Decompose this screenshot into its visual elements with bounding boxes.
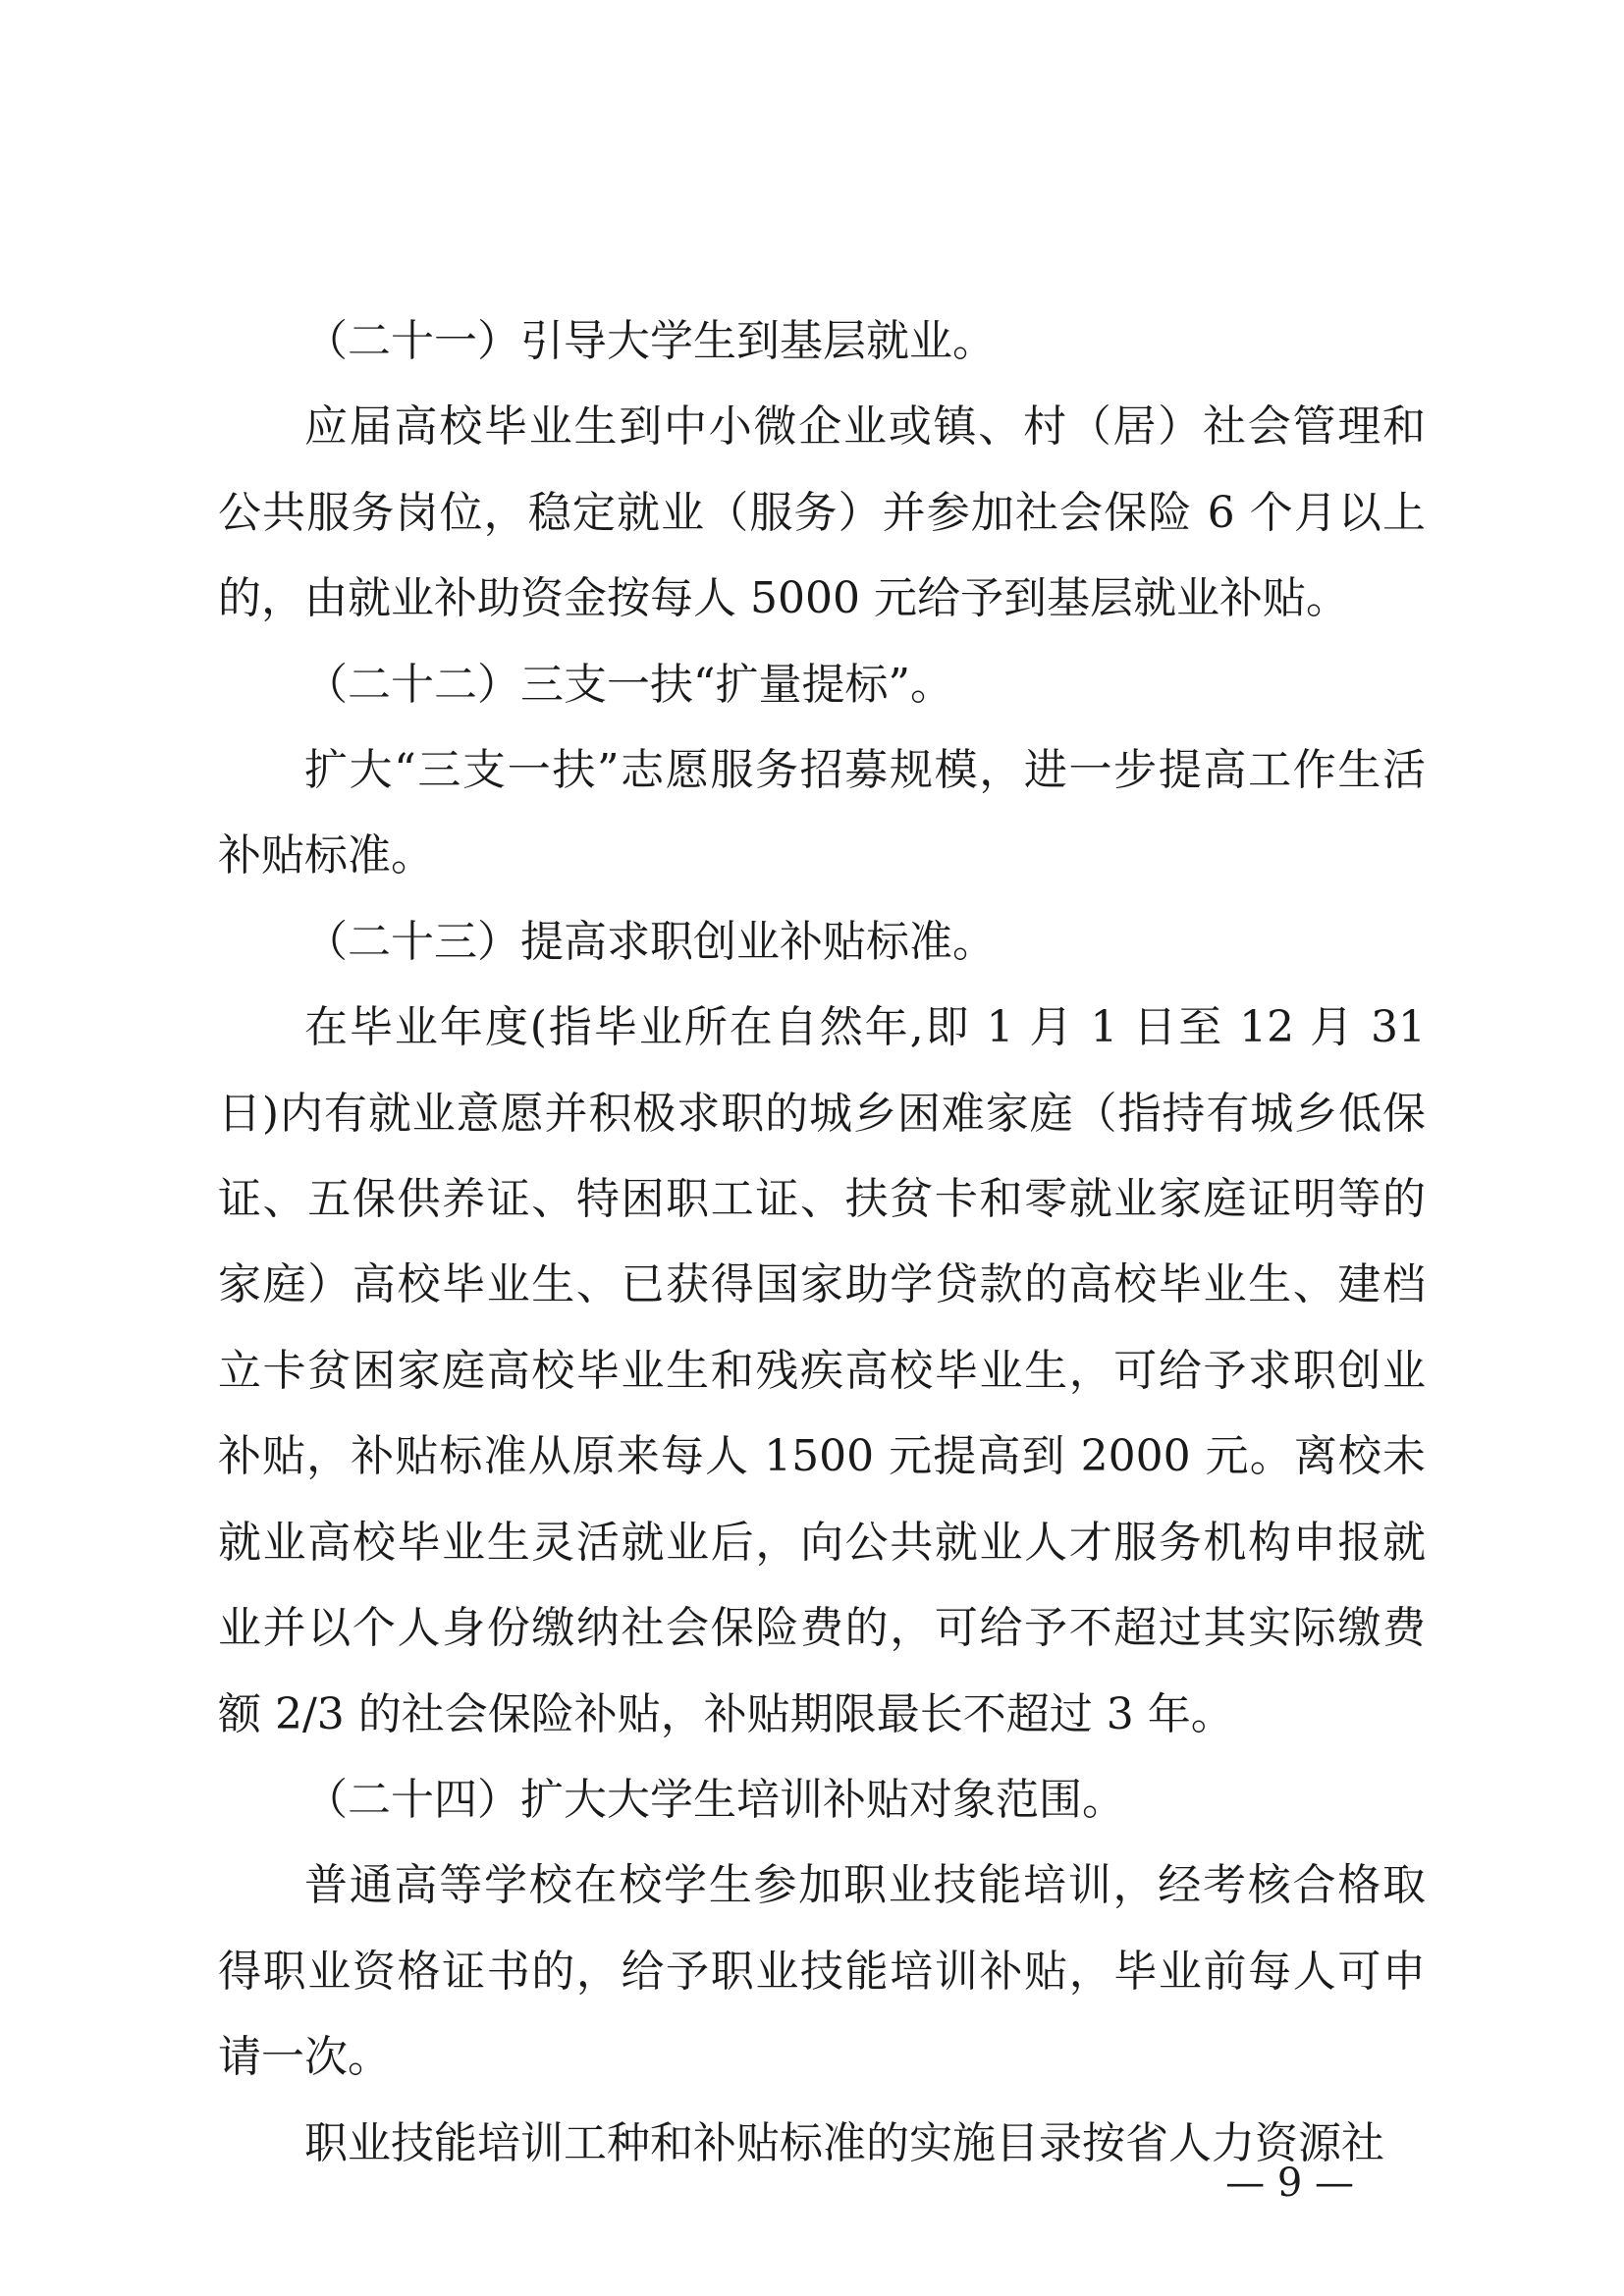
- section-heading-24: （二十四）扩大大学生培训补贴对象范围。: [304, 1774, 1125, 1825]
- page-number: — 9 —: [1225, 2161, 1354, 2206]
- section-21-paragraph-1: 应届高校毕业生到中小微企业或镇、村（居）社会管理和公共服务岗位，稳定就业（服务）并参加社会保险 6 个月以上的，由就业补助资金按每人 5000 元给予到基层就业补贴。: [218, 401, 1426, 624]
- document-body: [218, 298, 1426, 2186]
- section-heading-21: （二十一）引导大学生到基层就业。: [304, 316, 996, 366]
- section-heading-22: （二十二）三支一扶“扩量提标”。: [304, 659, 953, 710]
- section-24-paragraph-1: 普通高等学校在校学生参加职业技能培训，经考核合格取得职业资格证书的，给予职业技能培训补贴，毕业前每人可申请一次。: [218, 1860, 1426, 2083]
- section-24-paragraph-2: 职业技能培训工种和补贴标准的实施目录按省人力资源社: [304, 2117, 1384, 2168]
- section-22-paragraph-1: 扩大“三支一扶”志愿服务招募规模，进一步提高工作生活补贴标准。: [218, 745, 1426, 881]
- section-heading-23: （二十三）提高求职创业补贴标准。: [304, 916, 996, 967]
- section-23-paragraph-1: 在毕业年度(指毕业所在自然年,即 1 月 1 日至 12 月 31 日)内有就业意愿并积极求职的城乡困难家庭（指持有城乡低保证、五保供养证、特困职工证、扶贫卡和零就业家庭证明等的家庭）高校毕业生、已获得国家助学贷款的高校毕业生、建档立卡贫困家庭高校毕业生和残疾高校毕业生，可给予求职创业补贴，补贴标准从原来每人 1500 元提高到 2000 元。离校未就业高校毕业生灵活就业后，向公共就业人才服务机构申报就业并以个人身份缴纳社会保险费的，可给予不超过其实际缴费额 2/3 的社会保险补贴，补贴期限最长不超过 3 年。: [218, 1002, 1426, 1739]
